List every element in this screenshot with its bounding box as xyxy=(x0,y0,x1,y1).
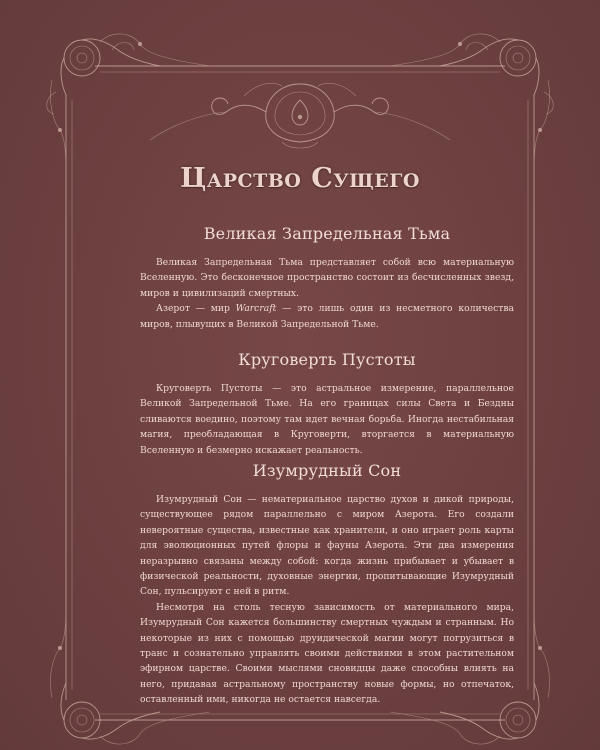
corner-ornament-top-left xyxy=(47,34,210,170)
paragraph-italic-text: Warcraft xyxy=(235,303,277,315)
section-emerald-dream xyxy=(140,461,514,708)
section-twisting-nether xyxy=(140,350,514,458)
section-paragraph: Круговерть Пустоты — это астральное измерение, параллельное Великой Запредельной Тьме. На его границах силы Света и Бездны сливаются воедино, поэтому там идет вечная борьба. Иногда нестабильная магия, преобладающая в Круговерти, вторгается в материальную Вселенную и безмерно искажает реальность. xyxy=(140,383,514,456)
section-heading: Великая Запредельная Тьма xyxy=(203,224,451,243)
section-heading: Круговерть Пустоты xyxy=(238,350,416,369)
section-paragraph: Несмотря на столь тесную зависимость от материального мира, Изумрудный Сон кажется большинству смертных чуждым и странным. Но некоторые из них с помощью друидической магии могут погрузиться в транс и сознательно управлять своими действиями в этом растительном эфирном царстве. Своими мыслями сновидцы даже способны влиять на него, придавая астральному пространству новые формы, но отпечаток, оставленный ими, никогда не остается навсегда. xyxy=(140,601,514,706)
section-heading: Изумрудный Сон xyxy=(252,461,402,480)
paragraph-text: — это лишь один из несметного количества миров, плывущих в Великой Запредельной Тьме. xyxy=(140,303,514,330)
corner-ornament-top-right xyxy=(390,34,553,170)
paragraph-text: Азерот — мир xyxy=(156,303,236,315)
section-paragraph xyxy=(140,301,514,332)
crest-emblem-icon xyxy=(150,83,450,148)
page-title: Царство Сущего xyxy=(180,163,420,194)
section-paragraph: Великая Запредельная Тьма представляет собой всю материальную Вселенную. Это бесконечное пространство состоит из бесчисленных звезд, миров и цивилизаций смертных. xyxy=(140,257,514,299)
section-great-dark-beyond xyxy=(140,224,514,332)
section-paragraph: Изумрудный Сон — нематериальное царство духов и дикой природы, существующее рядом параллельно с миром Азерота. Его создали невероятные существа, известные как хранители, и оно играет роль карты для эволюционных путей флоры и фауны Азерота. Эти два измерения неразрывно связаны между собой: когда жизнь прибывает и убывает в физической реальности, духовные энергии, пропитывающие Изумрудный Сон, пульсируют с ней в ритм. xyxy=(140,494,514,598)
